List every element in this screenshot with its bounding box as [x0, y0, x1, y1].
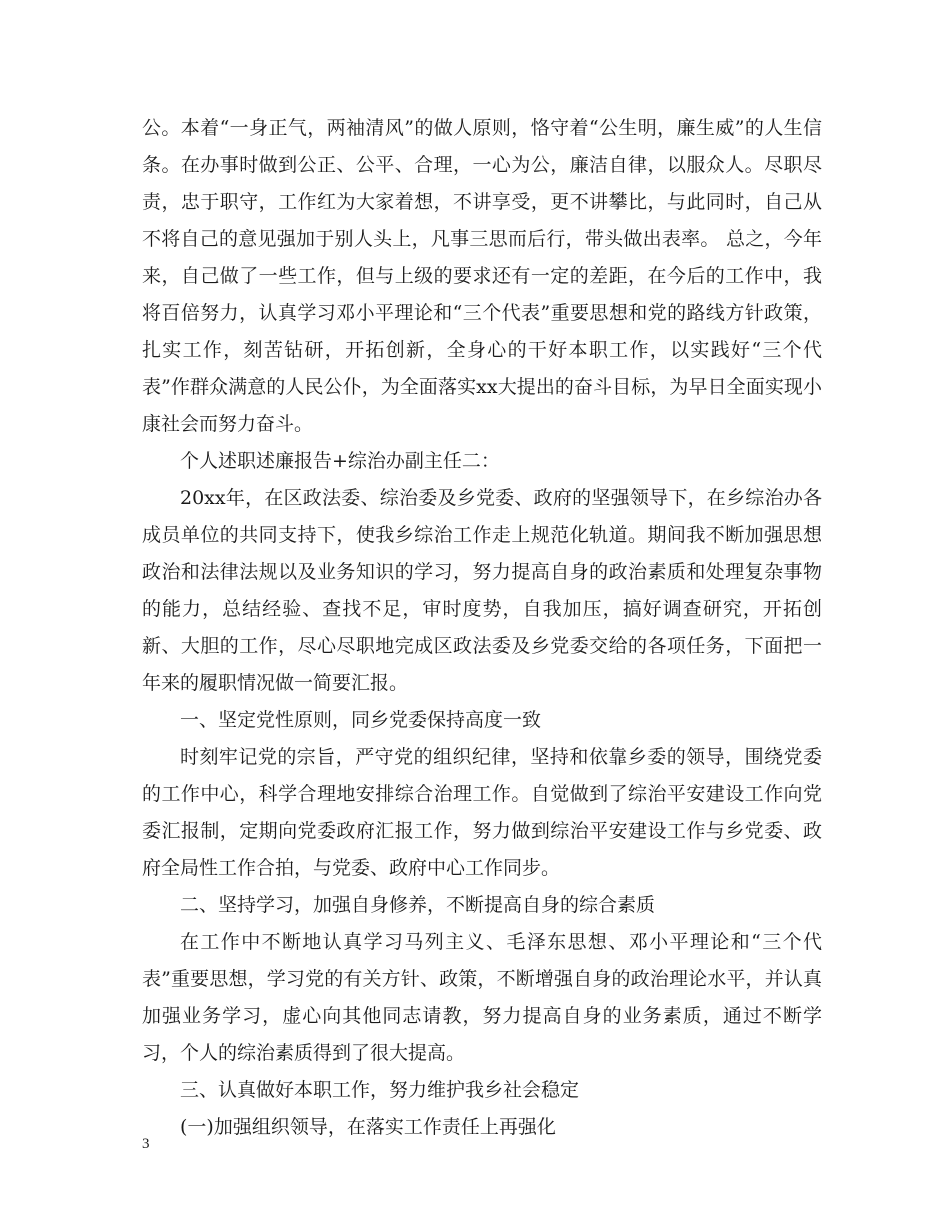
section-heading-report-two: 个人述职述廉报告+综治办副主任二：	[180, 450, 500, 472]
section-heading-1: 一、坚定党性原则，同乡党委保持高度一致	[180, 709, 542, 731]
paragraph-3: 时刻牢记党的宗旨，严守党的组织纪律，坚持和依靠乡委的领导，围绕党委的工作中心，科学合理地安排综合治理工作。自觉做到了综治平安建设工作向党委汇报制，定期向党委政府汇报工作，努力做到综治平安建设工作与乡党委、政府全局性工作合拍，与党委、政府中心工作同步。	[142, 746, 822, 879]
document-body	[142, 110, 822, 1146]
section-heading-3: 三、认真做好本职工作，努力维护我乡社会稳定	[180, 1079, 580, 1101]
paragraph-1: 公。本着“一身正气，两袖清风”的做人原则，恪守着“公生明，廉生威”的人生信条。在办事时做到公正、公平、合理，一心为公，廉洁自律，以服众人。尽职尽责，忠于职守，工作红为大家着想，不讲享受，更不讲攀比，与此同时，自己从不将自己的意见强加于别人头上，凡事三思而后行，带头做出表率。 总之，今年来，自己做了一些工作，但与上级的要求还有一定的差距，在今后的工作中，我将百倍努力，认真学习邓小平理论和“三个代表”重要思想和党的路线方针政策，扎实工作，刻苦钻研，开拓创新，全身心的干好本职工作，以实践好“三个代表”作群众满意的人民公仆，为全面落实xx大提出的奋斗目标，为早日全面实现小康社会而努力奋斗。	[142, 117, 822, 435]
paragraph-4: 在工作中不断地认真学习马列主义、毛泽东思想、邓小平理论和“三个代表”重要思想，学习党的有关方针、政策，不断增强自身的政治理论水平，并认真加强业务学习，虚心向其他同志请教，努力提高自身的业务素质，通过不断学习，个人的综治素质得到了很大提高。	[142, 931, 822, 1064]
paragraph-2: 20xx年，在区政法委、综治委及乡党委、政府的坚强领导下，在乡综治办各成员单位的共同支持下，使我乡综治工作走上规范化轨道。期间我不断加强思想政治和法律法规以及业务知识的学习，努力提高自身的政治素质和处理复杂事物的能力，总结经验、查找不足，审时度势，自我加压，搞好调查研究，开拓创新、大胆的工作，尽心尽职地完成区政法委及乡党委交给的各项任务，下面把一年来的履职情况做一简要汇报。	[142, 487, 822, 694]
page-number: 3	[142, 1136, 150, 1152]
section-heading-2: 二、坚持学习，加强自身修养，不断提高自身的综合素质	[180, 894, 656, 916]
subsection-heading-1: (一)加强组织领导，在落实工作责任上再强化	[180, 1116, 556, 1138]
